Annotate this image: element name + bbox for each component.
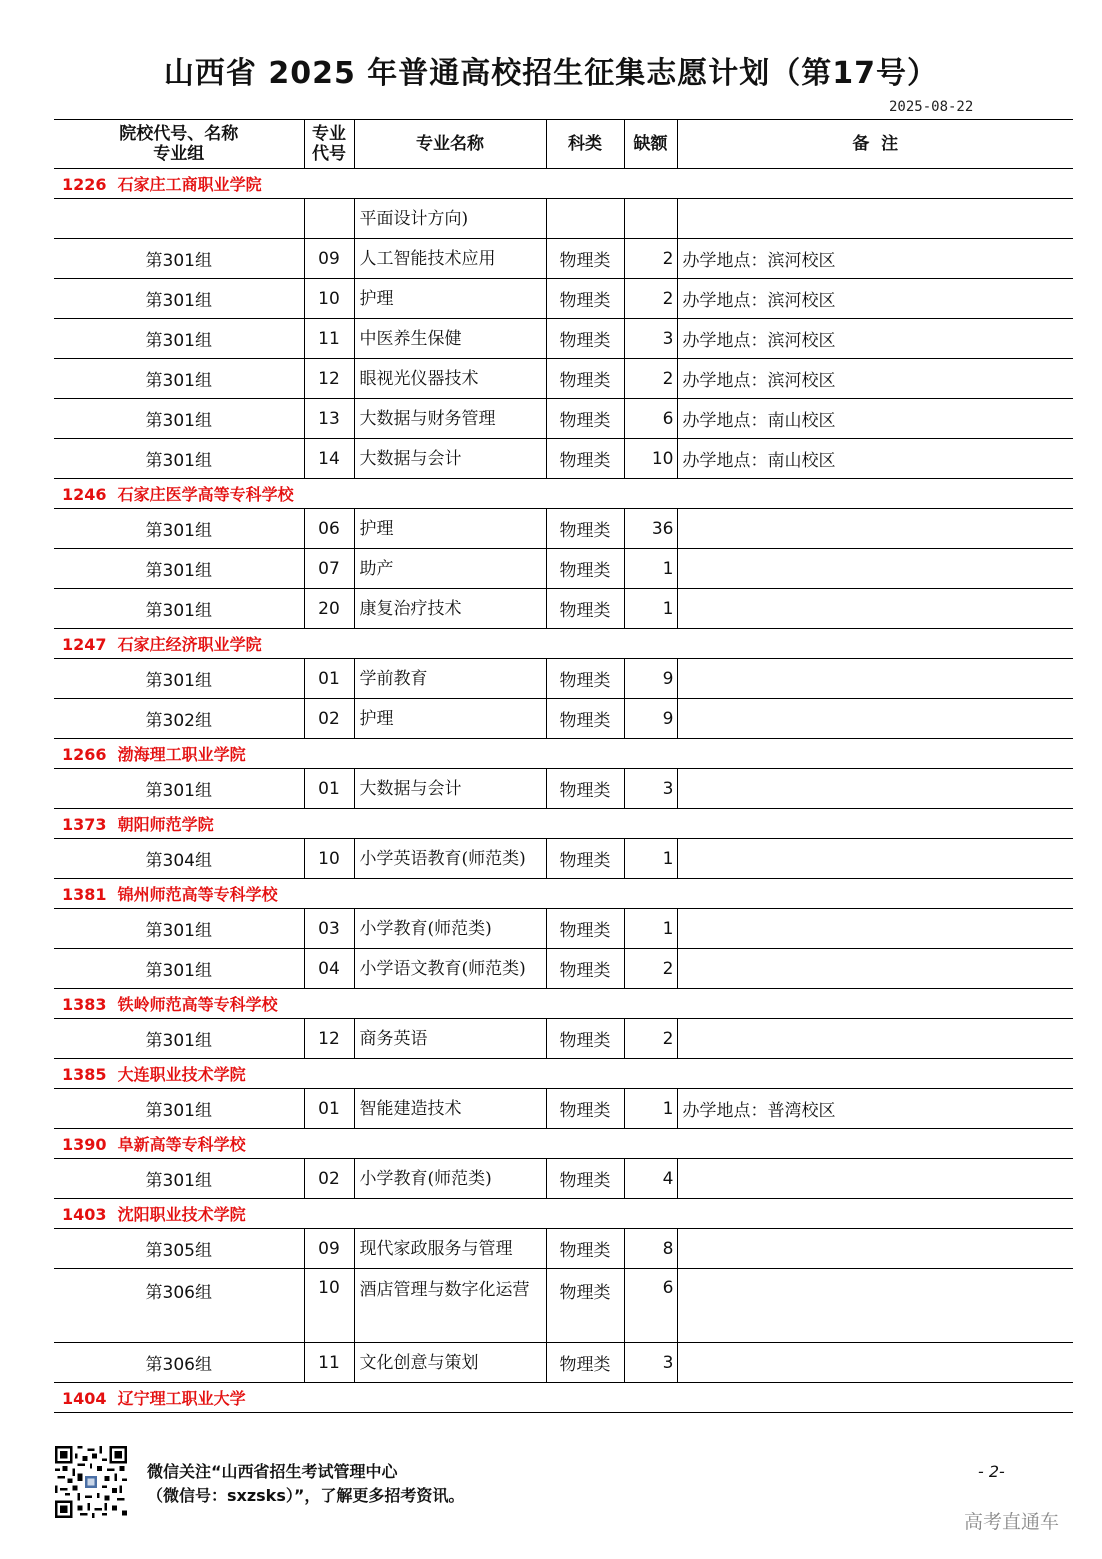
page-title: 山西省 2025 年普通高校招生征集志愿计划（第17号） [163, 56, 939, 91]
table-row [54, 1159, 1073, 1199]
header-school-group [54, 120, 304, 169]
note-cell [677, 1019, 1073, 1059]
table-row [54, 909, 1073, 949]
category-cell: 物理类 [546, 439, 624, 479]
table-row [54, 589, 1073, 629]
major-name-cell: 眼视光仪器技术 [354, 359, 546, 399]
quota-cell: 1 [624, 1089, 677, 1129]
school-name: 1404 辽宁理工职业大学 [54, 1383, 1073, 1413]
header-school-group-line1: 院校代号、名称 [119, 124, 239, 144]
category-cell: 物理类 [546, 589, 624, 629]
note-cell: 办学地点：南山校区 [677, 399, 1073, 439]
school-header-row [54, 1199, 1073, 1229]
publish-date: 2025-08-22 [889, 99, 974, 115]
category-cell: 物理类 [546, 909, 624, 949]
note-cell: 办学地点：普湾校区 [677, 1089, 1073, 1129]
header-category: 科类 [546, 120, 624, 169]
category-cell: 物理类 [546, 319, 624, 359]
table-row [54, 659, 1073, 699]
major-name-cell: 小学语文教育(师范类) [354, 949, 546, 989]
major-name-cell: 小学教育(师范类) [354, 1159, 546, 1199]
header-major-name: 专业名称 [354, 120, 546, 169]
major-name-cell: 康复治疗技术 [354, 589, 546, 629]
major-name-cell: 助产 [354, 549, 546, 589]
category-cell: 物理类 [546, 279, 624, 319]
table-header-row [54, 120, 1073, 169]
category-cell: 物理类 [546, 239, 624, 279]
major-code-cell [304, 199, 354, 239]
major-code-cell: 09 [304, 1229, 354, 1269]
major-name-cell: 人工智能技术应用 [354, 239, 546, 279]
plan-table [54, 119, 1073, 1413]
group-cell: 第301组 [54, 319, 304, 359]
quota-cell: 3 [624, 1343, 677, 1383]
quota-cell: 4 [624, 1159, 677, 1199]
header-quota: 缺额 [624, 120, 677, 169]
major-name-cell: 平面设计方向) [354, 199, 546, 239]
group-cell: 第301组 [54, 549, 304, 589]
note-cell: 办学地点：滨河校区 [677, 239, 1073, 279]
table-row [54, 399, 1073, 439]
major-code-cell: 12 [304, 359, 354, 399]
major-name-cell: 大数据与财务管理 [354, 399, 546, 439]
footer-line1: 微信关注“山西省招生考试管理中心 [147, 1462, 398, 1481]
quota-cell: 3 [624, 319, 677, 359]
note-cell [677, 769, 1073, 809]
group-cell: 第306组 [54, 1269, 304, 1343]
note-cell [677, 949, 1073, 989]
note-cell: 办学地点：南山校区 [677, 439, 1073, 479]
note-cell [677, 1229, 1073, 1269]
major-code-cell: 20 [304, 589, 354, 629]
table-row [54, 839, 1073, 879]
table-row [54, 949, 1073, 989]
group-cell: 第301组 [54, 769, 304, 809]
school-name: 1373 朝阳师范学院 [54, 809, 1073, 839]
major-code-cell: 09 [304, 239, 354, 279]
major-code-cell: 06 [304, 509, 354, 549]
note-cell: 办学地点：滨河校区 [677, 279, 1073, 319]
major-code-cell: 13 [304, 399, 354, 439]
note-cell [677, 659, 1073, 699]
major-code-cell: 01 [304, 1089, 354, 1129]
major-name-cell: 现代家政服务与管理 [354, 1229, 546, 1269]
table-row [54, 1019, 1073, 1059]
major-name-cell: 小学教育(师范类) [354, 909, 546, 949]
major-name-cell: 大数据与会计 [354, 769, 546, 809]
quota-cell: 9 [624, 659, 677, 699]
footer-line2: （微信号：sxzsks）”，了解更多招考资讯。 [147, 1486, 465, 1505]
group-cell: 第301组 [54, 239, 304, 279]
table-row [54, 1343, 1073, 1383]
school-header-row [54, 169, 1073, 199]
major-code-cell: 04 [304, 949, 354, 989]
category-cell: 物理类 [546, 1019, 624, 1059]
major-code-cell: 10 [304, 839, 354, 879]
note-cell [677, 1159, 1073, 1199]
major-name-cell: 商务英语 [354, 1019, 546, 1059]
category-cell: 物理类 [546, 839, 624, 879]
school-name: 1403 沈阳职业技术学院 [54, 1199, 1073, 1229]
category-cell: 物理类 [546, 659, 624, 699]
major-code-cell: 11 [304, 1343, 354, 1383]
note-cell [677, 1269, 1073, 1343]
major-name-cell: 学前教育 [354, 659, 546, 699]
school-name: 1383 铁岭师范高等专科学校 [54, 989, 1073, 1019]
major-name-cell: 中医养生保健 [354, 319, 546, 359]
quota-cell: 2 [624, 949, 677, 989]
note-cell [677, 509, 1073, 549]
quota-cell: 1 [624, 589, 677, 629]
quota-cell [624, 199, 677, 239]
table-row [54, 439, 1073, 479]
group-cell: 第301组 [54, 1159, 304, 1199]
quota-cell: 1 [624, 839, 677, 879]
note-cell: 办学地点：滨河校区 [677, 359, 1073, 399]
quota-cell: 6 [624, 1269, 677, 1343]
group-cell: 第306组 [54, 1343, 304, 1383]
category-cell: 物理类 [546, 949, 624, 989]
group-cell: 第301组 [54, 659, 304, 699]
school-header-row [54, 809, 1073, 839]
group-cell: 第301组 [54, 509, 304, 549]
group-cell: 第304组 [54, 839, 304, 879]
group-cell: 第302组 [54, 699, 304, 739]
category-cell: 物理类 [546, 1089, 624, 1129]
school-header-row [54, 739, 1073, 769]
header-major-code-line1: 专业 [312, 124, 346, 144]
table-row [54, 279, 1073, 319]
major-code-cell: 03 [304, 909, 354, 949]
table-row [54, 509, 1073, 549]
category-cell [546, 199, 624, 239]
category-cell: 物理类 [546, 359, 624, 399]
note-cell [677, 839, 1073, 879]
school-header-row [54, 1059, 1073, 1089]
group-cell: 第301组 [54, 909, 304, 949]
school-header-row [54, 879, 1073, 909]
note-cell [677, 549, 1073, 589]
page-number: - 2- [978, 1462, 1005, 1481]
category-cell: 物理类 [546, 1159, 624, 1199]
qr-code-icon [55, 1446, 127, 1518]
header-major-code [304, 120, 354, 169]
quota-cell: 1 [624, 549, 677, 589]
major-code-cell: 11 [304, 319, 354, 359]
quota-cell: 1 [624, 909, 677, 949]
group-cell: 第301组 [54, 589, 304, 629]
note-cell [677, 199, 1073, 239]
major-code-cell: 10 [304, 279, 354, 319]
quota-cell: 3 [624, 769, 677, 809]
major-name-cell: 护理 [354, 509, 546, 549]
note-cell: 办学地点：滨河校区 [677, 319, 1073, 359]
group-cell: 第301组 [54, 1089, 304, 1129]
quota-cell: 9 [624, 699, 677, 739]
group-cell [54, 199, 304, 239]
group-cell: 第301组 [54, 359, 304, 399]
note-cell [677, 909, 1073, 949]
table-row [54, 1269, 1073, 1343]
quota-cell: 2 [624, 239, 677, 279]
header-major-code-line2: 代号 [312, 144, 346, 164]
group-cell: 第301组 [54, 279, 304, 319]
major-code-cell: 02 [304, 699, 354, 739]
group-cell: 第301组 [54, 399, 304, 439]
category-cell: 物理类 [546, 549, 624, 589]
watermark: 高考直通车 [964, 1511, 1060, 1533]
major-code-cell: 02 [304, 1159, 354, 1199]
table-row [54, 549, 1073, 589]
table-row [54, 1089, 1073, 1129]
major-name-cell: 智能建造技术 [354, 1089, 546, 1129]
major-code-cell: 01 [304, 659, 354, 699]
group-cell: 第301组 [54, 1019, 304, 1059]
category-cell: 物理类 [546, 1343, 624, 1383]
school-name: 1266 渤海理工职业学院 [54, 739, 1073, 769]
category-cell: 物理类 [546, 699, 624, 739]
category-cell: 物理类 [546, 1229, 624, 1269]
table-row [54, 199, 1073, 239]
group-cell: 第305组 [54, 1229, 304, 1269]
group-cell: 第301组 [54, 949, 304, 989]
quota-cell: 2 [624, 1019, 677, 1059]
school-name: 1385 大连职业技术学院 [54, 1059, 1073, 1089]
major-code-cell: 07 [304, 549, 354, 589]
school-header-row [54, 479, 1073, 509]
note-cell [677, 589, 1073, 629]
quota-cell: 2 [624, 279, 677, 319]
table-row [54, 239, 1073, 279]
school-name: 1226 石家庄工商职业学院 [54, 169, 1073, 199]
quota-cell: 8 [624, 1229, 677, 1269]
major-code-cell: 12 [304, 1019, 354, 1059]
note-cell [677, 1343, 1073, 1383]
major-name-cell: 文化创意与策划 [354, 1343, 546, 1383]
school-header-row [54, 1129, 1073, 1159]
school-header-row [54, 1383, 1073, 1413]
footer-note [147, 1460, 464, 1508]
school-name: 1246 石家庄医学高等专科学校 [54, 479, 1073, 509]
school-name: 1381 锦州师范高等专科学校 [54, 879, 1073, 909]
quota-cell: 2 [624, 359, 677, 399]
header-note: 备 注 [677, 120, 1073, 169]
table-row [54, 699, 1073, 739]
category-cell: 物理类 [546, 769, 624, 809]
school-header-row [54, 989, 1073, 1019]
category-cell: 物理类 [546, 509, 624, 549]
major-name-cell: 小学英语教育(师范类) [354, 839, 546, 879]
table-row [54, 769, 1073, 809]
major-code-cell: 10 [304, 1269, 354, 1343]
major-code-cell: 14 [304, 439, 354, 479]
category-cell: 物理类 [546, 399, 624, 439]
school-name: 1247 石家庄经济职业学院 [54, 629, 1073, 659]
school-name: 1390 阜新高等专科学校 [54, 1129, 1073, 1159]
major-code-cell: 01 [304, 769, 354, 809]
major-name-cell: 护理 [354, 699, 546, 739]
quota-cell: 10 [624, 439, 677, 479]
school-header-row [54, 629, 1073, 659]
table-row [54, 319, 1073, 359]
major-name-cell: 护理 [354, 279, 546, 319]
header-school-group-line2: 专业组 [153, 144, 205, 164]
major-name-cell: 大数据与会计 [354, 439, 546, 479]
table-body [54, 169, 1073, 1413]
quota-cell: 6 [624, 399, 677, 439]
note-cell [677, 699, 1073, 739]
quota-cell: 36 [624, 509, 677, 549]
category-cell: 物理类 [546, 1269, 624, 1343]
major-name-cell: 酒店管理与数字化运营 [354, 1269, 546, 1343]
table-row [54, 359, 1073, 399]
group-cell: 第301组 [54, 439, 304, 479]
table-row [54, 1229, 1073, 1269]
